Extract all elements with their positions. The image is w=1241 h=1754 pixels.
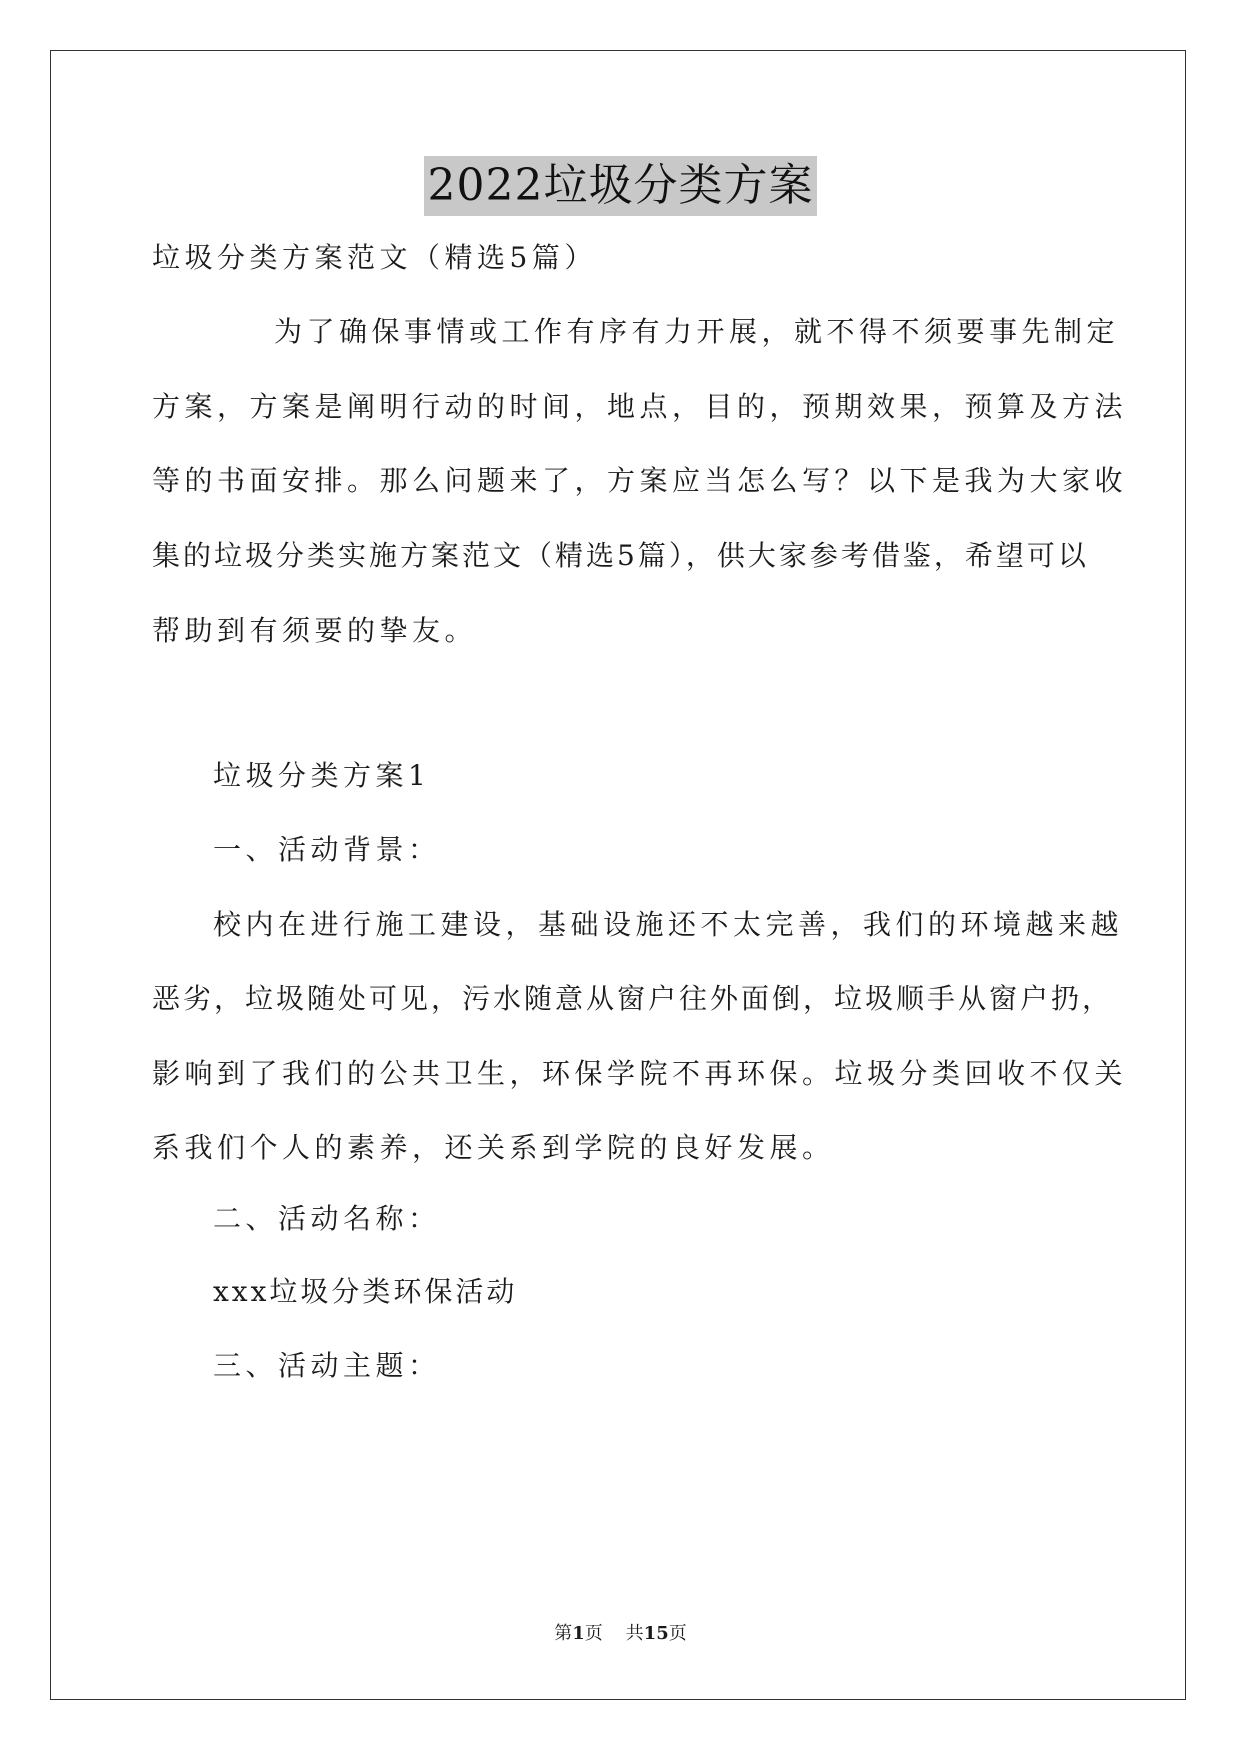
section-heading: 垃圾分类方案1: [213, 759, 431, 792]
page-label-prefix: 第: [554, 1623, 573, 1644]
page-number: 1: [572, 1623, 585, 1644]
heading-activity-name: 二、活动名称：: [213, 1202, 441, 1235]
total-pages: 15: [643, 1623, 669, 1644]
intro-line-4: 集的垃圾分类实施方案范文（精选5篇），供大家参考借鉴，希望可以: [152, 539, 1089, 572]
activity-name: xxx垃圾分类环保活动: [213, 1275, 518, 1308]
background-line-4: 系我们个人的素养，还关系到学院的良好发展。: [152, 1131, 835, 1164]
intro-line-5: 帮助到有须要的挚友。: [152, 614, 478, 647]
heading-activity-theme: 三、活动主题：: [213, 1349, 441, 1382]
title-container: [0, 156, 1241, 216]
total-prefix: 共: [625, 1623, 644, 1644]
page-border: [50, 50, 1186, 1700]
page-label-suffix: 页: [584, 1623, 603, 1644]
background-line-3: 影响到了我们的公共卫生，环保学院不再环保。垃圾分类回收不仅关: [152, 1057, 1128, 1090]
document-subtitle: 垃圾分类方案范文（精选5篇）: [152, 241, 597, 274]
total-suffix: 页: [668, 1623, 687, 1644]
background-line-1: 校内在进行施工建设，基础设施还不太完善，我们的环境越来越: [213, 908, 1124, 941]
document-title: 2022垃圾分类方案: [424, 156, 818, 216]
heading-background: 一、活动背景：: [213, 833, 441, 866]
intro-line-3: 等的书面安排。那么问题来了，方案应当怎么写？以下是我为大家收: [152, 464, 1128, 497]
intro-line-2: 方案，方案是阐明行动的时间，地点，目的，预期效果，预算及方法: [152, 390, 1128, 423]
background-line-2: 恶劣，垃圾随处可见，污水随意从窗户往外面倒，垃圾顺手从窗户扔，: [152, 982, 1114, 1015]
page-footer: [0, 1622, 1241, 1646]
intro-line-1: 为了确保事情或工作有序有力开展，就不得不须要事先制定: [274, 315, 1120, 348]
